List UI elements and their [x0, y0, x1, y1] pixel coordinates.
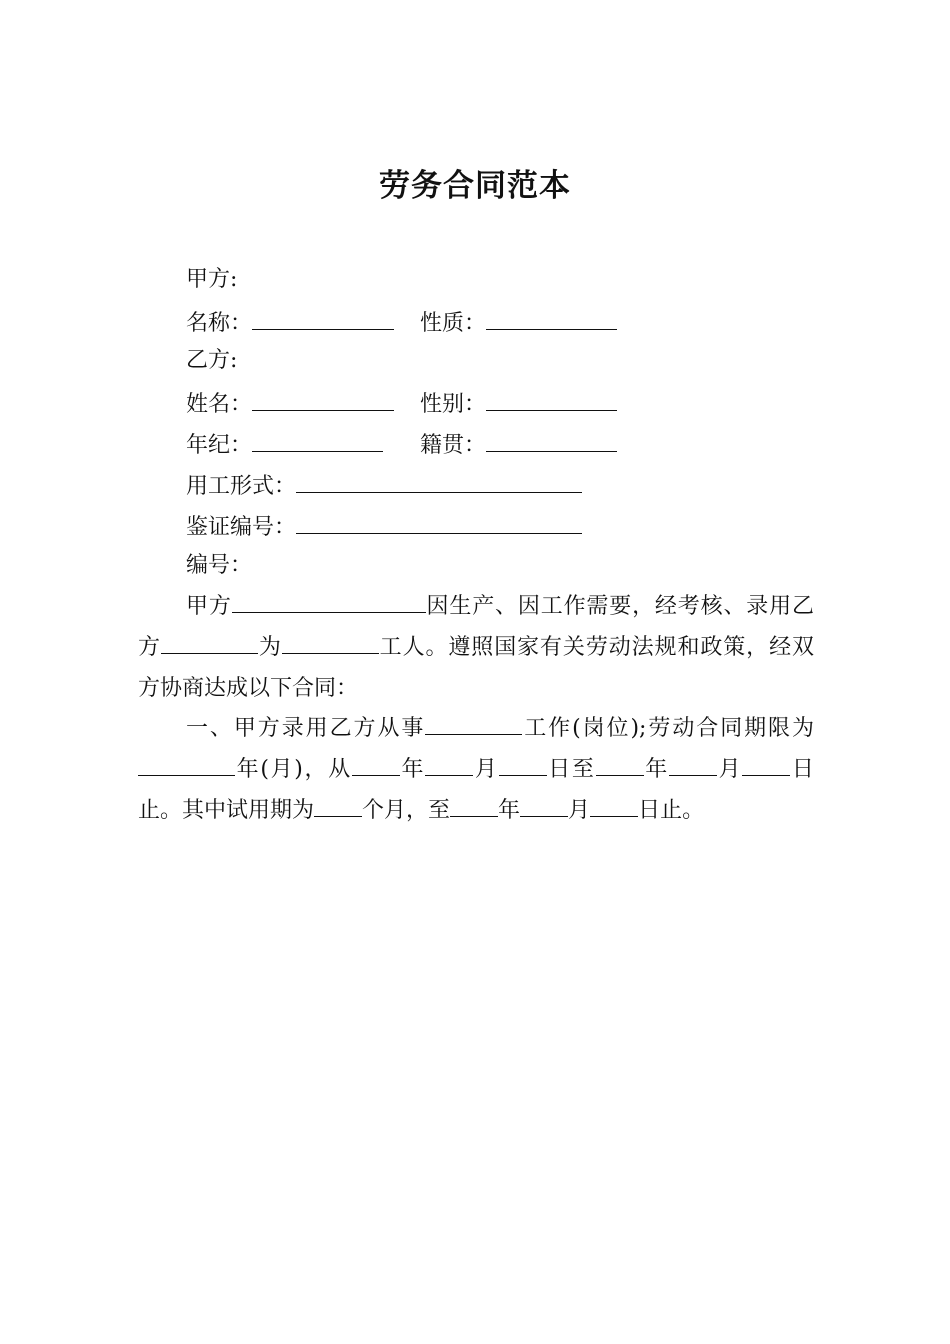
para1-text-3: 为 — [257, 635, 282, 660]
employment-form-row — [186, 470, 582, 502]
para1-employer-blank[interactable] — [232, 592, 426, 613]
para2-end-month-blank[interactable] — [669, 755, 717, 776]
party-b-origin-blank[interactable] — [486, 429, 617, 452]
para2-start-month-blank[interactable] — [425, 755, 473, 776]
certification-no-row — [186, 511, 582, 543]
document-title: 劳务合同范本 — [379, 168, 571, 204]
para2-text-1: 一、甲方录用乙方从事 — [186, 716, 426, 741]
para2-probation-day-blank[interactable] — [590, 796, 638, 817]
employment-form-blank[interactable] — [296, 470, 582, 493]
para1-text-1: 甲方 — [186, 594, 232, 619]
para2-text-3: 年(月)，从 — [235, 757, 352, 782]
para2-text-2: 工作(岗位);劳动合同期限为 — [522, 716, 814, 741]
party-a-name-label: 名称： — [186, 311, 253, 336]
party-b-name-blank[interactable] — [252, 388, 394, 411]
para1-text-4: 工人。遵照国家有关劳动法规和政策，经双方协商达成以下合同： — [138, 635, 814, 701]
para2-probation-months-blank[interactable] — [314, 796, 362, 817]
number-label: 编号： — [186, 553, 253, 578]
para2-term-blank[interactable] — [138, 755, 235, 776]
para2-start-year-blank[interactable] — [352, 755, 400, 776]
employment-form-label: 用工形式： — [186, 474, 297, 499]
party-a-label: 甲方: — [186, 267, 238, 292]
party-b-name-label: 姓名： — [186, 392, 253, 417]
para1-worker-type-blank[interactable] — [282, 633, 379, 654]
party-b-gender-blank[interactable] — [486, 388, 617, 411]
para2-end-year-blank[interactable] — [596, 755, 644, 776]
para2-text-4: 年 — [399, 757, 426, 782]
para2-text-9: 日止。其中试用期为 — [138, 757, 814, 823]
para1-text-2: 因生产、因工作需要，经考核、录用乙方 — [138, 594, 814, 660]
para2-probation-year-blank[interactable] — [450, 796, 498, 817]
party-a-name-blank[interactable] — [252, 307, 394, 330]
paragraph-clause-1 — [138, 708, 814, 831]
party-a-nature-blank[interactable] — [486, 307, 617, 330]
para2-text-8: 月 — [716, 757, 743, 782]
party-b-age-label: 年纪： — [186, 433, 253, 458]
party-a-nature-label: 性质： — [420, 311, 487, 336]
para2-text-10: 个月，至 — [362, 798, 451, 823]
para2-text-11: 年 — [498, 798, 521, 823]
para2-start-day-blank[interactable] — [499, 755, 547, 776]
para2-text-13: 日止。 — [638, 798, 705, 823]
party-b-origin-label: 籍贯： — [420, 433, 487, 458]
para2-text-12: 月 — [568, 798, 591, 823]
para2-text-5: 月 — [473, 757, 499, 782]
party-b-row-1 — [186, 388, 617, 420]
para2-end-day-blank[interactable] — [742, 755, 790, 776]
certification-no-label: 鉴证编号： — [186, 515, 297, 540]
para2-text-6: 日至 — [546, 757, 596, 782]
paragraph-intro — [138, 586, 814, 709]
para2-text-7: 年 — [643, 757, 669, 782]
para1-employee-blank[interactable] — [161, 633, 258, 654]
party-a-row — [186, 307, 617, 339]
certification-no-blank[interactable] — [296, 511, 582, 534]
party-b-gender-label: 性别： — [420, 392, 487, 417]
party-b-label: 乙方: — [186, 348, 238, 373]
para2-probation-month-blank[interactable] — [520, 796, 568, 817]
para2-job-blank[interactable] — [425, 714, 522, 735]
party-b-age-blank[interactable] — [252, 429, 383, 452]
party-b-row-2 — [186, 429, 617, 461]
